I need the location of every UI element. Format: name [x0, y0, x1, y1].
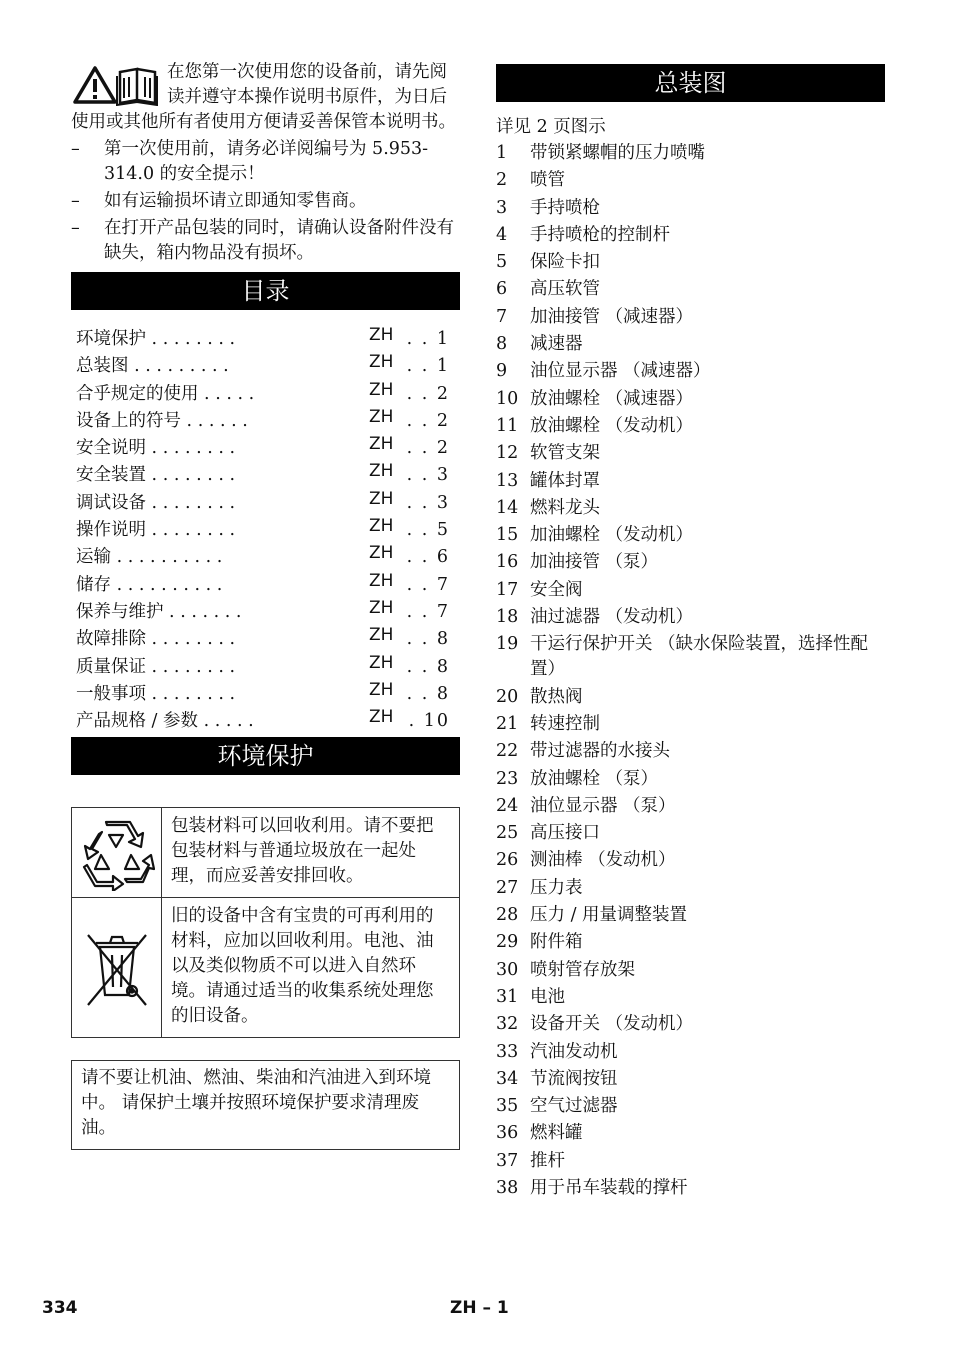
table-row	[72, 898, 459, 1037]
figure-reference: 详见 2 页图示	[496, 117, 606, 137]
part-number: 14	[496, 497, 519, 518]
toc-entry	[76, 626, 460, 653]
part-label: 压力 / 用量调整装置	[530, 905, 688, 926]
toc-entry-label: 环境保护 . . . . . . . .	[76, 329, 236, 349]
part-number: 24	[496, 795, 519, 816]
manual-book-icon	[117, 69, 157, 105]
toc-entry-lang: ZH	[369, 379, 394, 400]
list-item	[496, 985, 885, 1010]
environment-table	[71, 807, 460, 1038]
toc-entry-label: 一般事项 . . . . . . . .	[76, 683, 236, 704]
toc-entry-label: 运输 . . . . . . . . . .	[76, 547, 223, 568]
part-label: 加油接管 （泵）	[530, 552, 659, 573]
part-label: 转速控制	[530, 713, 600, 734]
list-item	[496, 794, 885, 819]
list-item	[496, 305, 885, 330]
part-label: 节流阀按钮	[530, 1068, 618, 1089]
part-label: 喷射管存放架	[530, 959, 635, 980]
toc-entry-lang: ZH	[369, 461, 394, 482]
part-number: 10	[496, 388, 519, 409]
left-column	[71, 60, 460, 1150]
toc-entry	[76, 326, 460, 353]
list-item	[496, 387, 885, 412]
part-label: 燃料罐	[530, 1123, 583, 1144]
part-label: 燃料龙头	[530, 497, 600, 518]
part-label: 油位显示器 （泵）	[530, 795, 676, 816]
list-item	[496, 578, 885, 603]
part-number: 22	[496, 741, 519, 762]
toc-entry-label: 总装图 . . . . . . . . .	[76, 356, 229, 377]
part-number: 35	[496, 1096, 519, 1117]
part-label: 汽油发动机	[530, 1041, 618, 1062]
toc-entry-label: 故障排除 . . . . . . . .	[76, 629, 236, 650]
list-item	[496, 523, 885, 548]
right-column	[496, 64, 885, 1203]
page-code: ZH – 1	[450, 1298, 509, 1318]
toc-entry-lang: ZH	[369, 516, 394, 537]
toc-entry-lang: ZH	[369, 652, 394, 673]
intro-text: 在您第一次使用您的设备前，请先阅读并遵守本操作说明书原件，为日后使用或其他所有者使用方便请妥善保管本说明书。	[71, 62, 456, 132]
list-item	[496, 414, 885, 439]
list-item: – 如有运输损坏请立即通知零售商。	[71, 191, 367, 211]
crossed-bin-icon	[72, 898, 162, 1037]
warning-triangle-icon	[75, 68, 115, 102]
part-label: 带过滤器的水接头	[530, 741, 670, 762]
disposal-text: 旧的设备中含有宝贵的可再利用的材料，应加以回收利用。电池、油以及类似物质不可以进入自然环境。请通过适当的收集系统处理您的旧设备。	[171, 906, 434, 1027]
recycle-icon	[72, 808, 162, 897]
part-number: 6	[496, 279, 508, 300]
part-number: 34	[496, 1068, 519, 1089]
part-label: 减速器	[530, 334, 583, 355]
toc-entry-page: . . 2	[406, 383, 450, 404]
part-label: 加油螺栓 （发动机）	[530, 525, 694, 546]
toc-entry-page: . . 3	[406, 492, 450, 513]
part-number: 26	[496, 850, 519, 871]
toc-entry-label: 安全装置 . . . . . . . .	[76, 465, 236, 486]
list-item	[496, 821, 885, 846]
toc-entry-page: . . 5	[406, 520, 450, 541]
toc-entry-page: . . 3	[406, 465, 450, 486]
part-number: 29	[496, 932, 519, 953]
intro-block	[71, 60, 460, 135]
part-label: 手持喷枪的控制杆	[530, 224, 670, 245]
part-label: 附件箱	[530, 932, 583, 953]
list-item	[496, 876, 885, 901]
toc-entry-label: 设备上的符号 . . . . . .	[76, 410, 248, 431]
toc-entry-page: . . 2	[406, 410, 450, 431]
toc-entry-page: . . 6	[406, 547, 450, 568]
part-label: 空气过滤器	[530, 1096, 618, 1117]
toc-entry	[76, 517, 460, 544]
toc-entry	[76, 490, 460, 517]
toc-entry-page: . . 2	[406, 438, 450, 459]
list-item	[496, 223, 885, 248]
list-item	[496, 277, 885, 302]
list-item	[496, 605, 885, 630]
part-number: 38	[496, 1177, 519, 1198]
toc-entry-lang: ZH	[369, 352, 394, 373]
list-item	[496, 359, 885, 384]
list-item	[496, 930, 885, 955]
environment-heading: 环境保护	[71, 737, 460, 775]
assembly-heading: 总装图	[496, 64, 885, 102]
part-number: 31	[496, 986, 519, 1007]
toc-entry-page: . . 8	[406, 683, 450, 704]
toc-entry-lang: ZH	[369, 325, 394, 345]
part-number: 23	[496, 768, 519, 789]
part-number: 27	[496, 877, 519, 898]
toc-entry	[76, 599, 460, 626]
list-item	[496, 1121, 885, 1146]
part-label: 带锁紧螺帽的压力喷嘴	[530, 143, 705, 163]
recycle-text: 包装材料可以回收利用。请不要把包装材料与普通垃圾放在一起处理，而应妥善安排回收。	[171, 816, 434, 887]
list-item	[496, 196, 885, 221]
part-number: 8	[496, 334, 508, 355]
toc-entry-lang: ZH	[369, 625, 394, 646]
toc-entry	[76, 353, 460, 380]
part-number: 17	[496, 579, 519, 600]
toc-entry-page: . . 1	[406, 356, 450, 377]
part-label: 电池	[530, 986, 565, 1007]
part-label: 放油螺栓 （泵）	[530, 768, 659, 789]
part-label: 放油螺栓 （发动机）	[530, 415, 694, 436]
part-label: 高压接口	[530, 823, 600, 844]
part-label: 手持喷枪	[530, 197, 600, 218]
parts-list	[496, 141, 885, 1201]
toc-entry	[76, 408, 460, 435]
part-number: 12	[496, 443, 519, 464]
list-item	[496, 1067, 885, 1092]
part-number: 37	[496, 1150, 519, 1171]
part-number: 15	[496, 525, 519, 546]
part-number: 5	[496, 252, 508, 273]
oil-warning-box: 请不要让机油、燃油、柴油和汽油进入到环境中。 请保护土壤并按照环境保护要求清理废油。	[71, 1060, 460, 1150]
part-number: 36	[496, 1123, 519, 1144]
list-item	[496, 767, 885, 792]
toc-entry-label: 储存 . . . . . . . . . .	[76, 574, 223, 595]
list-item	[496, 632, 885, 682]
list-item	[496, 903, 885, 928]
part-label: 软管支架	[530, 443, 600, 464]
part-label: 散热阀	[530, 686, 583, 707]
toc-entry	[76, 462, 460, 489]
toc-entry	[76, 708, 460, 735]
page-number: 334	[42, 1298, 78, 1318]
part-number: 25	[496, 823, 519, 844]
part-label: 放油螺栓 （减速器）	[530, 388, 694, 409]
list-item	[496, 1040, 885, 1065]
list-item: – 第一次使用前，请务必详阅编号为 5.953-314.0 的安全提示！	[71, 139, 429, 184]
list-item	[496, 332, 885, 357]
part-label: 设备开关 （发动机）	[530, 1014, 694, 1035]
toc-entry-label: 质量保证 . . . . . . . .	[76, 656, 236, 677]
part-number: 7	[496, 306, 508, 327]
toc-entry-page: . . 1	[406, 329, 450, 349]
toc-heading: 目录	[71, 272, 460, 310]
toc-entry-label: 保养与维护 . . . . . . .	[76, 601, 242, 622]
toc-entry	[76, 435, 460, 462]
part-number: 16	[496, 552, 519, 573]
part-label: 干运行保护开关 （缺水保险装置，选择性配置）	[530, 634, 869, 680]
toc-entry-label: 调试设备 . . . . . . . .	[76, 492, 236, 513]
toc-entry-label: 产品规格 / 参数 . . . . .	[76, 711, 254, 732]
part-number: 33	[496, 1041, 519, 1062]
part-number: 21	[496, 713, 519, 734]
toc-entry-label: 操作说明 . . . . . . . .	[76, 520, 236, 541]
part-number: 32	[496, 1014, 519, 1035]
list-item	[496, 1094, 885, 1119]
intro-icons	[71, 64, 161, 108]
list-item	[496, 1149, 885, 1174]
list-item: – 在打开产品包装的同时，请确认设备附件没有缺失，箱内物品没有损坏。	[71, 218, 454, 263]
toc-entry-page: . . 7	[406, 601, 450, 622]
part-label: 加油接管 （减速器）	[530, 306, 694, 327]
part-number: 9	[496, 361, 508, 382]
toc-entry-label: 合乎规定的使用 . . . . .	[76, 383, 255, 404]
part-label: 压力表	[530, 877, 583, 898]
part-label: 用于吊车装载的撑杆	[530, 1177, 688, 1198]
list-item	[496, 496, 885, 521]
part-number: 28	[496, 905, 519, 926]
list-item	[496, 712, 885, 737]
list-item	[496, 441, 885, 466]
toc-entry-label: 安全说明 . . . . . . . .	[76, 438, 236, 459]
toc-entry	[76, 544, 460, 571]
toc-entry-page: . . 8	[406, 629, 450, 650]
toc-entry-page: . . 7	[406, 574, 450, 595]
list-item	[496, 848, 885, 873]
toc-entry	[76, 654, 460, 681]
part-number: 19	[496, 634, 519, 655]
part-number: 4	[496, 224, 508, 245]
toc-entry-page: . . 8	[406, 656, 450, 677]
part-label: 油过滤器 （发动机）	[530, 607, 694, 628]
table-row	[72, 808, 459, 898]
part-label: 保险卡扣	[530, 252, 600, 273]
list-item	[496, 958, 885, 983]
part-label: 油位显示器 （减速器）	[530, 361, 711, 382]
part-label: 高压软管	[530, 279, 600, 300]
part-label: 安全阀	[530, 579, 583, 600]
list-item	[496, 168, 885, 193]
part-number: 3	[496, 197, 508, 218]
toc-entry-lang: ZH	[369, 406, 394, 427]
table-of-contents	[76, 326, 460, 735]
part-number: 30	[496, 959, 519, 980]
intro-bullets	[71, 137, 460, 266]
part-label: 推杆	[530, 1150, 565, 1171]
part-label: 测油棒 （发动机）	[530, 850, 676, 871]
toc-entry	[76, 681, 460, 708]
list-item	[496, 1176, 885, 1201]
list-item	[496, 469, 885, 494]
list-item	[496, 1012, 885, 1037]
toc-entry-lang: ZH	[369, 679, 394, 700]
toc-entry-lang: ZH	[369, 434, 394, 455]
list-item	[496, 250, 885, 275]
part-number: 11	[496, 415, 519, 436]
toc-entry-lang: ZH	[369, 570, 394, 591]
toc-entry-lang: ZH	[369, 488, 394, 509]
list-item	[496, 739, 885, 764]
toc-entry-lang: ZH	[369, 597, 394, 618]
list-item	[496, 685, 885, 710]
toc-entry-lang: ZH	[369, 707, 394, 728]
list-item	[496, 141, 885, 166]
toc-entry	[76, 572, 460, 599]
list-item	[496, 550, 885, 575]
toc-entry	[76, 381, 460, 408]
part-number: 2	[496, 170, 508, 191]
toc-entry-page: . 10	[408, 711, 450, 732]
toc-entry-lang: ZH	[369, 543, 394, 564]
part-number: 13	[496, 470, 519, 491]
part-number: 18	[496, 607, 519, 628]
part-label: 罐体封罩	[530, 470, 600, 491]
part-label: 喷管	[530, 170, 565, 191]
part-number: 20	[496, 686, 519, 707]
part-number: 1	[496, 143, 508, 163]
